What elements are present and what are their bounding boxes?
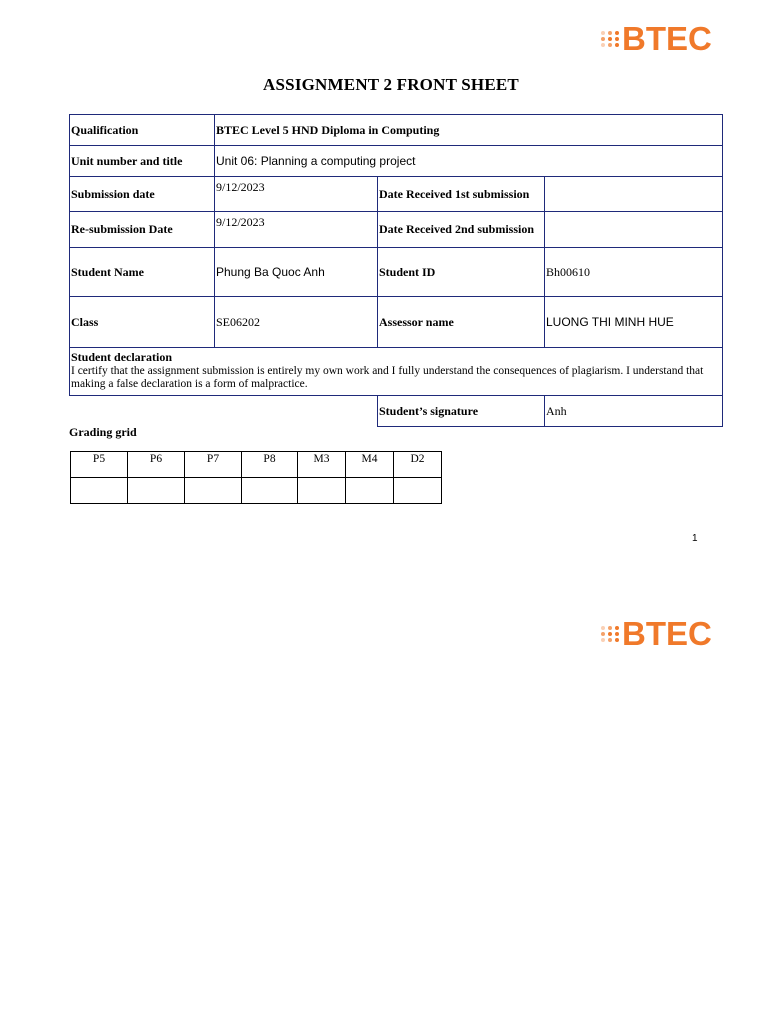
qualification-value: BTEC Level 5 HND Diploma in Computing (215, 115, 723, 146)
signature-spacer (70, 396, 378, 427)
grade-cell (298, 478, 346, 504)
logo-dots-icon (601, 626, 620, 642)
grade-cell (128, 478, 185, 504)
grade-header: D2 (394, 452, 442, 478)
declaration-title: Student declaration (71, 350, 173, 364)
submission-date-label: Submission date (70, 177, 215, 212)
grading-value-row (71, 478, 442, 504)
date-received-1-label: Date Received 1st submission (378, 177, 545, 212)
grade-header: P6 (128, 452, 185, 478)
student-id-value: Bh00610 (545, 248, 723, 297)
unit-label: Unit number and title (70, 146, 215, 177)
page-number: 1 (692, 533, 698, 544)
date-received-2-label: Date Received 2nd submission (378, 212, 545, 248)
signature-label: Student’s signature (378, 396, 545, 427)
page-title: ASSIGNMENT 2 FRONT SHEET (263, 75, 519, 94)
class-label: Class (70, 297, 215, 348)
btec-logo (601, 22, 712, 55)
grade-cell (242, 478, 298, 504)
resubmission-date-value: 9/12/2023 (215, 212, 378, 248)
row-class (70, 297, 723, 348)
student-id-label: Student ID (378, 248, 545, 297)
grade-header: M4 (346, 452, 394, 478)
front-sheet-table (69, 114, 723, 427)
qualification-label: Qualification (70, 115, 215, 146)
student-name-label: Student Name (70, 248, 215, 297)
row-declaration (70, 348, 723, 396)
student-name-value: Phung Ba Quoc Anh (215, 248, 378, 297)
assessor-label: Assessor name (378, 297, 545, 348)
logo-text: BTEC (622, 615, 712, 652)
grading-header-row (71, 452, 442, 478)
grading-grid (70, 451, 442, 504)
row-student (70, 248, 723, 297)
unit-value: Unit 06: Planning a computing project (215, 146, 723, 177)
submission-date-value: 9/12/2023 (215, 177, 378, 212)
date-received-2-value (545, 212, 723, 248)
row-qualification (70, 115, 723, 146)
logo-dots-icon (601, 31, 620, 47)
grading-grid-label: Grading grid (69, 425, 137, 439)
row-signature (70, 396, 723, 427)
signature-value: Anh (545, 396, 723, 427)
assessor-value: LUONG THI MINH HUE (545, 297, 723, 348)
grade-header: M3 (298, 452, 346, 478)
grade-cell (71, 478, 128, 504)
class-value: SE06202 (215, 297, 378, 348)
grade-cell (185, 478, 242, 504)
btec-logo-page-2 (601, 617, 712, 650)
grade-cell (346, 478, 394, 504)
row-resubmission (70, 212, 723, 248)
row-unit (70, 146, 723, 177)
logo-text: BTEC (622, 20, 712, 57)
grade-header: P8 (242, 452, 298, 478)
row-submission (70, 177, 723, 212)
declaration-text: I certify that the assignment submission is entirely my own work and I fully understand the consequences of plagiarism. I understand that making a false declaration is a form of malpractice. (71, 365, 704, 390)
grade-header: P5 (71, 452, 128, 478)
date-received-1-value (545, 177, 723, 212)
declaration-cell (70, 348, 723, 396)
grade-cell (394, 478, 442, 504)
resubmission-date-label: Re-submission Date (70, 212, 215, 248)
grade-header: P7 (185, 452, 242, 478)
